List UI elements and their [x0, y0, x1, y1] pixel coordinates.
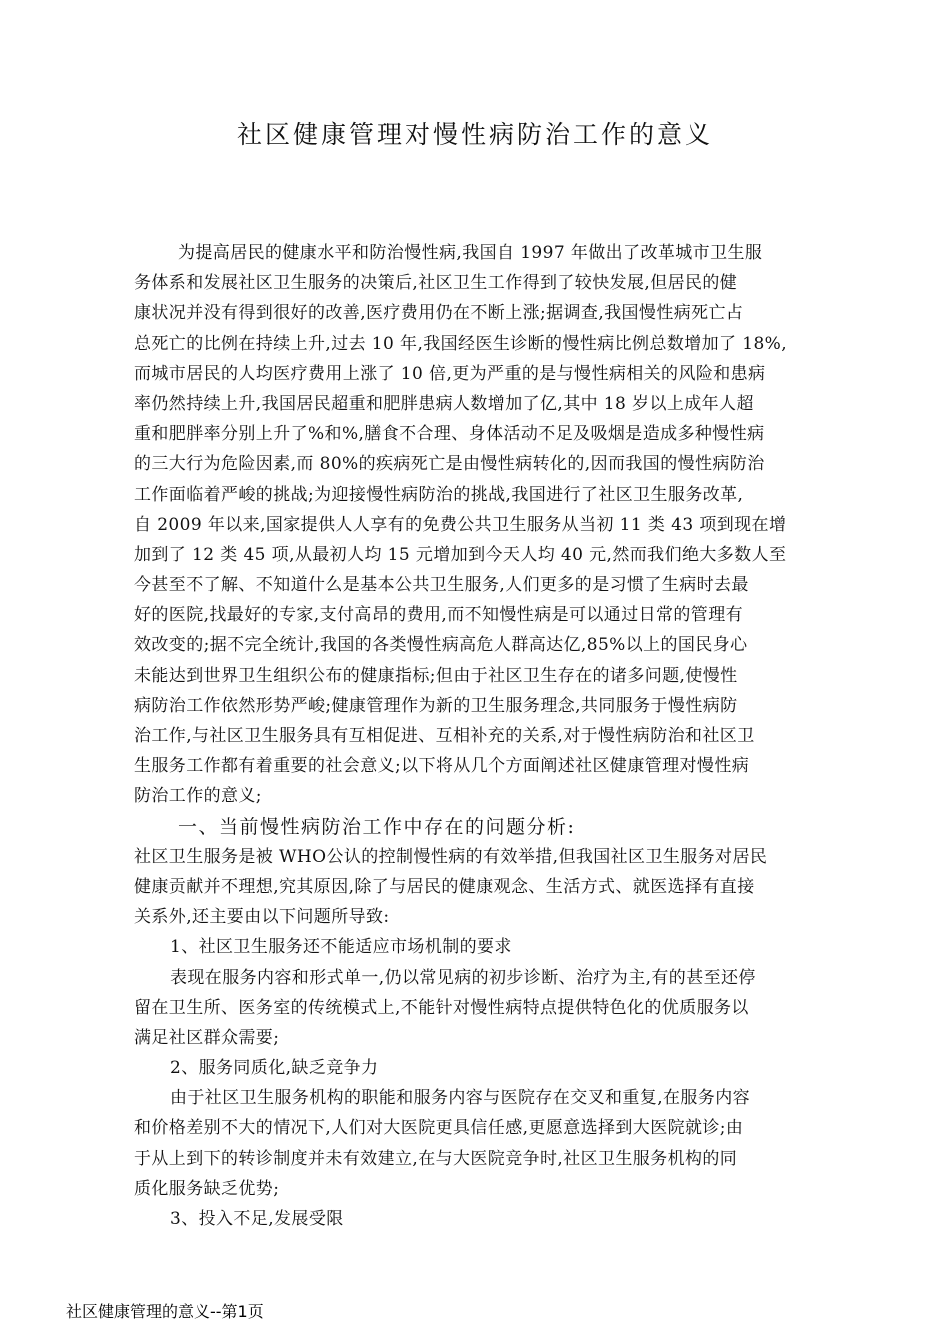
paragraph-line: 为提高居民的健康水平和防治慢性病,我国自 1997 年做出了改革城市卫生服	[178, 243, 763, 263]
paragraph-line: 防治工作的意义;	[134, 786, 262, 807]
paragraph-line: 和价格差别不大的情况下,人们对大医院更具信任感,更愿意选择到大医院就诊;由	[134, 1118, 744, 1139]
paragraph-line: 未能达到世界卫生组织公布的健康指标;但由于社区卫生存在的诸多问题,使慢性	[134, 665, 738, 686]
paragraph-line: 关系外,还主要由以下问题所导致:	[134, 907, 390, 928]
paragraph-line: 总死亡的比例在持续上升,过去 10 年,我国经医生诊断的慢性病比例总数增加了 18%,	[134, 333, 788, 354]
paragraph-line: 加到了 12 类 45 项,从最初人均 15 元增加到今天人均 40 元,然而我们绝大多数人至	[134, 544, 787, 565]
subsection-heading: 3、投入不足,发展受限	[170, 1209, 344, 1229]
paragraph-line: 工作面临着严峻的挑战;为迎接慢性病防治的挑战,我国进行了社区卫生服务改革,	[134, 484, 744, 505]
paragraph-line: 于从上到下的转诊制度并未有效建立,在与大医院竞争时,社区卫生服务机构的同	[134, 1148, 738, 1169]
document-body	[134, 238, 840, 1234]
subsection-heading: 1、社区卫生服务还不能适应市场机制的要求	[170, 937, 512, 958]
page-footer: 社区健康管理的意义--第1页	[66, 1302, 264, 1321]
paragraph-line: 生服务工作都有着重要的社会意义;以下将从几个方面阐述社区健康管理对慢性病	[134, 756, 750, 777]
paragraph-line: 健康贡献并不理想,究其原因,除了与居民的健康观念、生活方式、就医选择有直接	[134, 876, 755, 897]
paragraph-line: 由于社区卫生服务机构的职能和服务内容与医院存在交叉和重复,在服务内容	[170, 1088, 751, 1109]
paragraph-line: 重和肥胖率分别上升了%和%,膳食不合理、身体活动不足及吸烟是造成多种慢性病	[134, 424, 765, 445]
subsection-heading: 2、服务同质化,缺乏竞争力	[170, 1058, 379, 1079]
paragraph-line: 自 2009 年以来,国家提供人人享有的免费公共卫生服务从当初 11 类 43 项到现在增	[134, 514, 787, 535]
paragraph-line: 质化服务缺乏优势;	[134, 1178, 280, 1199]
paragraph-line: 今甚至不了解、不知道什么是基本公共卫生服务,人们更多的是习惯了生病时去最	[134, 575, 749, 596]
document-title: 社区健康管理对慢性病防治工作的意义	[236, 120, 713, 149]
paragraph-line: 务体系和发展社区卫生服务的决策后,社区卫生工作得到了较快发展,但居民的健	[134, 273, 738, 294]
paragraph-line: 社区卫生服务是被 WHO公认的控制慢性病的有效举措,但我国社区卫生服务对居民	[134, 846, 768, 867]
paragraph-line: 留在卫生所、医务室的传统模式上,不能针对慢性病特点提供特色化的优质服务以	[134, 997, 749, 1018]
paragraph-line: 康状况并没有得到很好的改善,医疗费用仍在不断上涨;据调查,我国慢性病死亡占	[134, 303, 744, 324]
paragraph-line: 的三大行为危险因素,而 80%的疾病死亡是由慢性病转化的,因而我国的慢性病防治	[134, 454, 765, 475]
paragraph-line: 满足社区群众需要;	[134, 1027, 280, 1048]
paragraph-line: 治工作,与社区卫生服务具有互相促进、互相补充的关系,对于慢性病防治和社区卫	[134, 726, 755, 746]
paragraph-line: 而城市居民的人均医疗费用上涨了 10 倍,更为严重的是与慢性病相关的风险和患病	[134, 363, 766, 384]
paragraph-line: 表现在服务内容和形式单一,仍以常见病的初步诊断、治疗为主,有的甚至还停	[170, 967, 756, 988]
paragraph-line: 率仍然持续上升,我国居民超重和肥胖患病人数增加了亿,其中 18 岁以上成年人超	[134, 393, 754, 414]
paragraph-line: 效改变的;据不完全统计,我国的各类慢性病高危人群高达亿,85%以上的国民身心	[134, 635, 748, 656]
section-heading: 一、当前慢性病防治工作中存在的问题分析:	[178, 815, 576, 838]
paragraph-line: 病防治工作依然形势严峻;健康管理作为新的卫生服务理念,共同服务于慢性病防	[134, 695, 738, 716]
paragraph-line: 好的医院,找最好的专家,支付高昂的费用,而不知慢性病是可以通过日常的管理有	[134, 605, 744, 626]
